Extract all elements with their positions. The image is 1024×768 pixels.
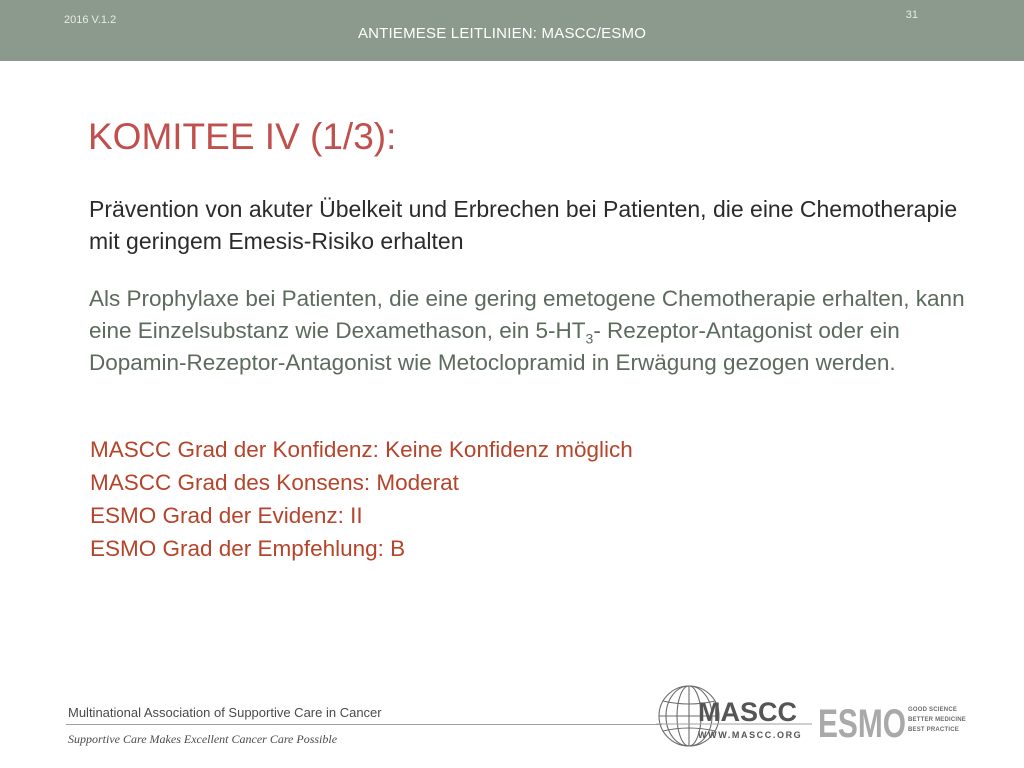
esmo-logo-text: ESMO bbox=[818, 702, 906, 742]
footer-organization: Multinational Association of Supportive Care in Cancer bbox=[68, 705, 382, 720]
mascc-url: WWW.MASCC.ORG bbox=[698, 730, 803, 740]
footer-divider bbox=[66, 724, 662, 725]
esmo-logo bbox=[818, 702, 908, 742]
rating-esmo-recommendation: ESMO Grad der Empfehlung: B bbox=[90, 536, 406, 561]
header-bar bbox=[0, 0, 1024, 61]
version-label: 2016 V.1.2 bbox=[64, 14, 117, 26]
esmo-tagline-2: BETTER MEDICINE bbox=[908, 717, 967, 723]
slide-title: KOMITEE IV (1/3): bbox=[88, 116, 397, 157]
header-title: ANTIEMESE LEITLINIEN: MASCC/ESMO bbox=[357, 25, 647, 42]
mascc-logo bbox=[656, 682, 816, 748]
esmo-tagline-1: GOOD SCIENCE bbox=[908, 707, 958, 713]
esmo-tagline-3: BEST PRACTICE bbox=[908, 727, 959, 733]
ratings-list bbox=[90, 433, 633, 565]
rating-esmo-evidence: ESMO Grad der Evidenz: II bbox=[90, 503, 363, 528]
body-paragraph bbox=[89, 283, 969, 379]
rating-mascc-consensus: MASCC Grad des Konsens: Moderat bbox=[90, 470, 459, 495]
page-number: 31 bbox=[905, 9, 918, 21]
body-subscript: 3 bbox=[585, 330, 594, 347]
footer-tagline: Supportive Care Makes Excellent Cancer Care Possible bbox=[68, 732, 338, 746]
slide-subtitle: Prävention von akuter Übelkeit und Erbrechen bei Patienten, die eine Chemotherapie mit geringem Emesis-Risiko erhalten bbox=[89, 196, 958, 254]
body-text-part2: - Rezeptor-Antagonist oder ein Dopamin-Rezeptor-Antagonist wie Metoclopramid in Erwägung gezogen werden. bbox=[89, 318, 900, 375]
body-text-part1: Als Prophylaxe bei Patienten, die eine gering emetogene Chemotherapie erhalten, kann eine Einzelsubstanz wie Dexamethason, ein 5-HT bbox=[89, 286, 965, 343]
mascc-logo-text: MASCC bbox=[698, 697, 797, 727]
rating-mascc-confidence: MASCC Grad der Konfidenz: Keine Konfidenz möglich bbox=[90, 437, 633, 462]
esmo-taglines bbox=[908, 705, 966, 735]
